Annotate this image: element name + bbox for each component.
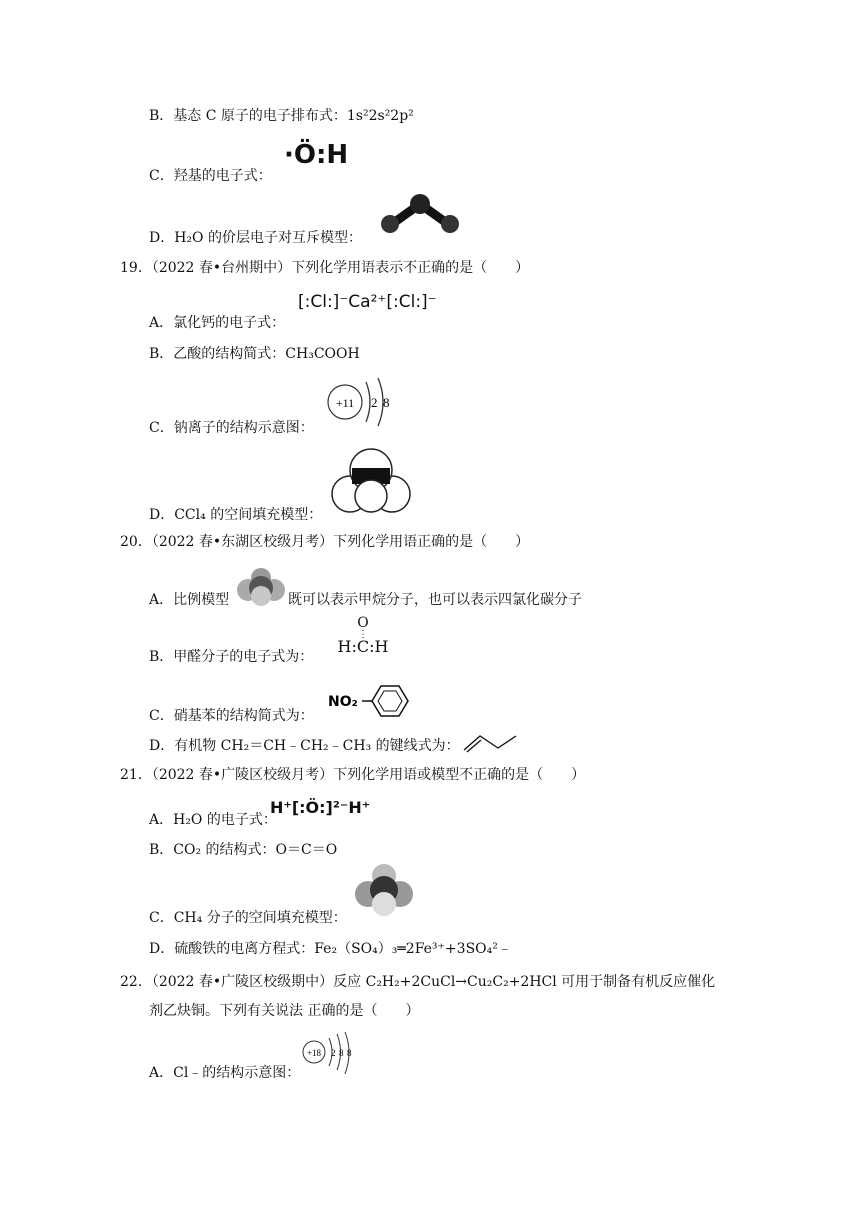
nitro-group-label: NO₂ (328, 694, 358, 710)
q20-stem: 20．（2022 春•东湖区校级月考）下列化学用语正确的是（ ） (120, 534, 530, 550)
q20-option-c: C．硝基苯的结构简式为： (149, 708, 314, 724)
q21-option-d: D．硫酸铁的电离方程式：Fe₂（SO₄）₃═2Fe³⁺+3SO₄²﹣ (149, 941, 512, 957)
nitrobenzene-structure-image (328, 680, 410, 720)
q20-option-a-suffix: 既可以表示甲烷分子，也可以表示四氯化碳分子 (288, 592, 582, 608)
q21-option-c: C．CH₄ 分子的空间填充模型： (149, 910, 347, 926)
na-shell-2: 8 (383, 395, 390, 410)
q18-option-c: C．羟基的电子式： (149, 168, 272, 184)
sodium-ion-structure-diagram (326, 374, 394, 430)
q22-stem-line1: 22．（2022 春•广陵区校级期中）反应 C₂H₂+2CuCl→Cu₂C₂+2HCl 可用于制备有机反应催化 (120, 974, 716, 990)
formaldehyde-bond-dots: ⋮ (358, 629, 368, 640)
q19-option-a: A．氯化钙的电子式： (149, 315, 286, 331)
q22-option-a: A．Cl﹣的结构示意图： (149, 1065, 301, 1081)
q19-option-c: C．钠离子的结构示意图： (149, 420, 314, 436)
na-nucleus-label: +11 (335, 396, 355, 410)
q18-option-d: D．H₂O 的价层电子对互斥模型： (149, 230, 362, 246)
formaldehyde-electron-formula (333, 616, 393, 654)
formaldehyde-oxygen: O (357, 615, 369, 631)
q20-option-b: B．甲醛分子的电子式为： (149, 649, 314, 665)
formaldehyde-main-line: H:C:H (337, 637, 389, 656)
hydroxyl-electron-formula: ·Ö:H (284, 140, 349, 170)
q22-stem-line2: 剂乙炔铜。下列有关说法 正确的是（ ） (149, 1003, 420, 1019)
cl-nucleus-label: +18 (306, 1048, 322, 1058)
q21-option-b: B．CO₂ 的结构式：O＝C＝O (149, 842, 338, 858)
q18-option-b: B．基态 C 原子的电子排布式：1s²2s²2p² (149, 108, 414, 124)
q20-option-d: D．有机物 CH₂＝CH﹣CH₂﹣CH₃ 的键线式为： (149, 738, 460, 754)
butene-bond-line-image (462, 730, 518, 754)
ch4-space-filling-model-image (354, 862, 414, 918)
cl-shell-3: 8 (347, 1048, 352, 1058)
ccl4-space-filling-model-image (330, 446, 412, 516)
h2o-vsepr-model-image (370, 192, 470, 242)
q19-stem: 19．（2022 春•台州期中）下列化学用语表示不正确的是（ ） (120, 260, 530, 276)
q19-option-b: B．乙酸的结构简式：CH₃COOH (149, 346, 360, 362)
water-electron-formula: H⁺[:Ö:]²⁻H⁺ (270, 798, 371, 817)
cl-shell-1: 2 (331, 1048, 336, 1058)
q20-option-a-prefix: A．比例模型 (149, 592, 230, 608)
q21-option-a: A．H₂O 的电子式： (149, 812, 277, 828)
q21-stem: 21．（2022 春•广陵区校级月考）下列化学用语或模型不正确的是（ ） (120, 767, 586, 783)
na-shell-1: 2 (371, 395, 378, 410)
chloride-ion-structure-diagram (300, 1030, 364, 1078)
cl-shell-2: 8 (339, 1048, 344, 1058)
q19-option-d: D．CCl₄ 的空间填充模型： (149, 507, 323, 523)
cacl2-electron-formula: [:Cl:]⁻Ca²⁺[:Cl:]⁻ (298, 292, 437, 312)
methane-ratio-model-image (234, 566, 288, 606)
